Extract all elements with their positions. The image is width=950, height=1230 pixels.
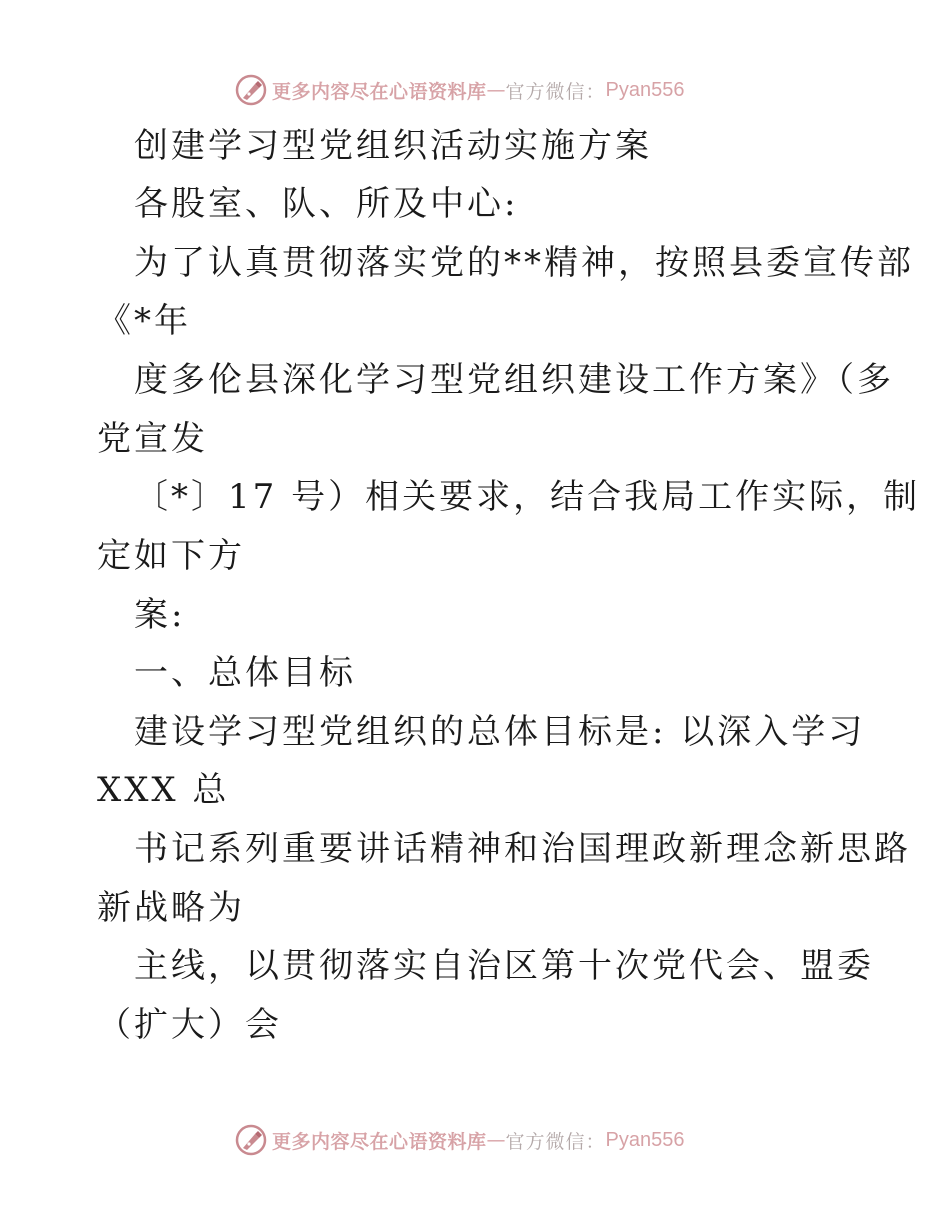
paragraph-line: 〔*〕17 号）相关要求，结合我局工作实际，制 [134,477,921,517]
watermark-separator: — [486,79,506,101]
paragraph-line: 案: [134,595,186,635]
watermark-brand-text: 更多内容尽在心语资料库 [272,1130,487,1153]
paragraph-line: （扩大）会 [97,1005,282,1045]
watermark-wechat-id: Pyan556 [605,78,685,101]
footer-watermark [234,1122,685,1158]
header-watermark [234,72,685,108]
watermark-brand-text: 更多内容尽在心语资料库 [272,80,487,103]
section-heading: 一、总体目标 [134,653,356,693]
paragraph-line: 建设学习型党组织的总体目标是: 以深入学习 [134,712,866,752]
paragraph-line: 《*年 [97,301,191,341]
paragraph-line: 定如下方 [97,536,245,576]
paragraph-line: 为了认真贯彻落实党的**精神，按照县委宣传部 [134,243,914,283]
watermark-wechat-label: 官方微信： [505,1130,606,1153]
document-title: 创建学习型党组织活动实施方案 [134,126,652,166]
watermark-wechat-label: 官方微信： [505,80,606,103]
paragraph-line: 主线，以贯彻落实自治区第十次党代会、盟委 [134,946,874,986]
watermark-separator: — [486,1129,506,1151]
pen-nib-logo-icon [234,1123,268,1157]
paragraph-line: 新战略为 [97,888,245,928]
watermark-wechat-id: Pyan556 [605,1128,685,1151]
paragraph-line: XXX 总 [97,770,230,810]
document-addressee: 各股室、队、所及中心: [134,184,519,224]
paragraph-line: 党宣发 [97,419,208,459]
paragraph-line: 度多伦县深化学习型党组织建设工作方案》（多 [134,360,894,400]
paragraph-line: 书记系列重要讲话精神和治国理政新理念新思路 [134,829,911,869]
pen-nib-logo-icon [234,73,268,107]
